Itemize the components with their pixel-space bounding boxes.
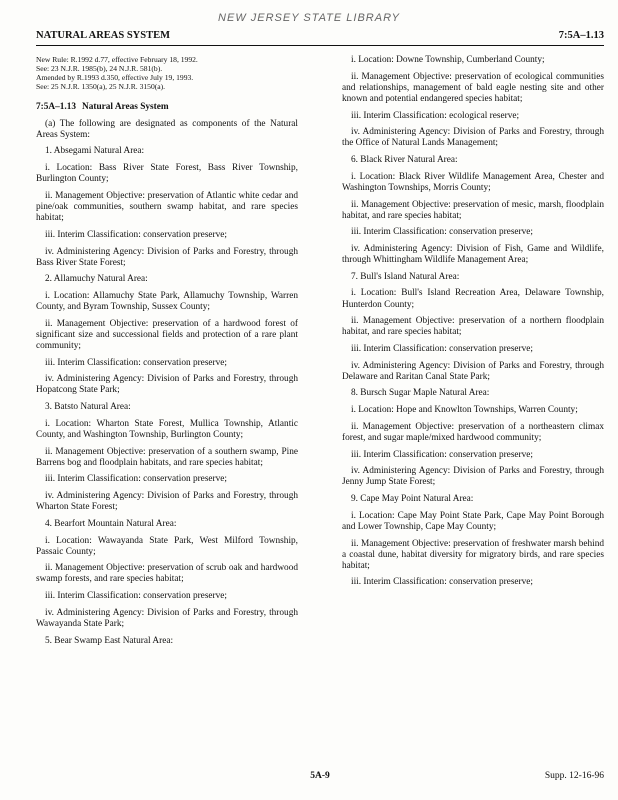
paragraph: 5. Bear Swamp East Natural Area: bbox=[45, 635, 174, 646]
paragraph: i. Location: Hope and Knowlton Townships, Warren County; bbox=[351, 405, 578, 416]
paragraph: iv. Administering Agency: Division of Parks and Forestry, through Delaware and Raritan Canal State Park; bbox=[342, 360, 604, 382]
paragraph: iv. Administering Agency: Division of Parks and Forestry, through Jenny Jump State Forest; bbox=[342, 466, 604, 488]
paragraph: 9. Cape May Point Natural Area: bbox=[351, 494, 474, 505]
source-note: New Rule: R.1992 d.77, effective February 18, 1992. bbox=[36, 55, 198, 64]
right-body bbox=[342, 55, 604, 589]
paragraph: iv. Administering Agency: Division of Fish, Game and Wildlife, through Whittingham Wildlife Management Area; bbox=[342, 243, 604, 266]
paragraph: i. Location: Allamuchy State Park, Allamuchy Township, Warren County, and Byram Township, Sussex County; bbox=[36, 290, 298, 313]
source-note: Amended by R.1993 d.350, effective July 19, 1993. bbox=[36, 73, 194, 82]
paragraph: ii. Management Objective: preservation of ecological communities and relationships, management of bald eagle nesting site and other known and potential endangered species habitat; bbox=[342, 71, 604, 104]
paragraph: ii. Management Objective: preservation of freshwater marsh behind a coastal dune, habitat diversity for migratory birds, and rare species habitat; bbox=[342, 538, 604, 571]
paragraph: iii. Interim Classification: ecological reserve; bbox=[351, 110, 520, 121]
paragraph: 8. Bursch Sugar Maple Natural Area: bbox=[351, 388, 490, 399]
page-footer bbox=[36, 771, 604, 785]
paragraph: iii. Interim Classification: conservation preserve; bbox=[351, 577, 534, 588]
paragraph: ii. Management Objective: preservation of a southern swamp, Pine Barrens bog and floodplain habitats, and rare species habitat; bbox=[36, 446, 298, 468]
section-heading bbox=[36, 102, 298, 113]
paragraph: iii. Interim Classification: conservation preserve; bbox=[351, 227, 534, 238]
paragraph: ii. Management Objective: preservation of a northern floodplain habitat, and rare species habitat; bbox=[342, 316, 604, 338]
paragraph: 3. Batsto Natural Area: bbox=[45, 402, 131, 413]
paragraph: (a) The following are designated as components of the Natural Areas System: bbox=[36, 118, 298, 140]
paragraph: i. Location: Wawayanda State Park, West Milford Township, Passaic County; bbox=[36, 535, 298, 557]
paragraph: iv. Administering Agency: Division of Parks and Forestry, through Hopatcong State Park; bbox=[36, 374, 298, 396]
paragraph: ii. Management Objective: preservation of Atlantic white cedar and pine/oak communities, southern swamp habitat, and rare species habitat; bbox=[36, 190, 298, 224]
paragraph: 7. Bull's Island Natural Area: bbox=[351, 271, 460, 282]
paragraph: 2. Allamuchy Natural Area: bbox=[45, 274, 148, 285]
paragraph: i. Location: Cape May Point State Park, Cape May Point Borough and Lower Township, Cape May County; bbox=[342, 510, 604, 532]
paragraph: iv. Administering Agency: Division of Parks and Forestry, through Wawayanda State Park; bbox=[36, 607, 298, 629]
paragraph: iii. Interim Classification: conservation preserve; bbox=[351, 344, 534, 354]
paragraph: ii. Management Objective: preservation of mesic, marsh, floodplain habitat, and rare species habitat; bbox=[342, 199, 604, 221]
paragraph: iv. Administering Agency: Division of Parks and Forestry, through Wharton State Forest; bbox=[36, 491, 298, 513]
paragraph: 4. Bearfort Mountain Natural Area: bbox=[45, 518, 177, 529]
paragraph: i. Location: Wharton State Forest, Mullica Township, Atlantic County, and Washington Township, Burlington County; bbox=[36, 418, 298, 440]
paragraph: iii. Interim Classification: conservation preserve; bbox=[45, 591, 228, 602]
paragraph: 1. Absegami Natural Area: bbox=[45, 146, 145, 157]
paragraph: i. Location: Black River Wildlife Management Area, Chester and Washington Townships, Morris County; bbox=[342, 171, 604, 193]
page-number: 5A-9 bbox=[310, 771, 330, 781]
source-note: See: 23 N.J.R. 1985(b), 24 N.J.R. 581(b). bbox=[36, 64, 163, 73]
section-reference: 7:5A–1.13 bbox=[558, 30, 604, 41]
paragraph: iv. Administering Agency: Division of Parks and Forestry, through Bass River State Forest; bbox=[36, 246, 298, 268]
library-stamp: NEW JERSEY STATE LIBRARY bbox=[218, 12, 400, 24]
page-header bbox=[36, 30, 604, 44]
supplement-date: Supp. 12-16-96 bbox=[544, 771, 604, 781]
paragraph: 6. Black River Natural Area: bbox=[351, 155, 458, 166]
paragraph: i. Location: Bull's Island Recreation Area, Delaware Township, Hunterdon County; bbox=[342, 288, 604, 310]
paragraph: iii. Interim Classification: conservation preserve; bbox=[351, 449, 534, 460]
source-notes bbox=[36, 55, 298, 91]
paragraph: i. Location: Bass River State Forest, Bass River Township, Burlington County; bbox=[36, 163, 298, 185]
paragraph: iii. Interim Classification: conservation preserve; bbox=[45, 474, 228, 485]
right-column bbox=[342, 55, 604, 594]
header-rule bbox=[36, 45, 604, 46]
section-title: Natural Areas System bbox=[82, 102, 169, 112]
paragraph: i. Location: Downe Township, Cumberland County; bbox=[351, 55, 545, 65]
left-body bbox=[36, 119, 298, 647]
paragraph: ii. Management Objective: preservation of a hardwood forest of significant size and successional fields and protection of a rare plant community; bbox=[36, 318, 298, 351]
paragraph: iii. Interim Classification: conservation preserve; bbox=[45, 357, 228, 368]
chapter-title: NATURAL AREAS SYSTEM bbox=[36, 30, 171, 41]
paragraph: iii. Interim Classification: conservation preserve; bbox=[45, 229, 228, 240]
paragraph: ii. Management Objective: preservation of scrub oak and hardwood swamp forests, and rare species habitat; bbox=[36, 563, 298, 585]
paragraph: iv. Administering Agency: Division of Parks and Forestry, through the Office of Natural Lands Management; bbox=[342, 127, 604, 149]
section-number: 7:5A–1.13 bbox=[36, 102, 77, 112]
paragraph: ii. Management Objective: preservation of a northeastern climax forest, and sugar maple/mixed hardwood community; bbox=[342, 421, 604, 443]
left-column bbox=[36, 55, 298, 652]
source-note: See: 25 N.J.R. 1350(a), 25 N.J.R. 3150(a). bbox=[36, 82, 166, 91]
